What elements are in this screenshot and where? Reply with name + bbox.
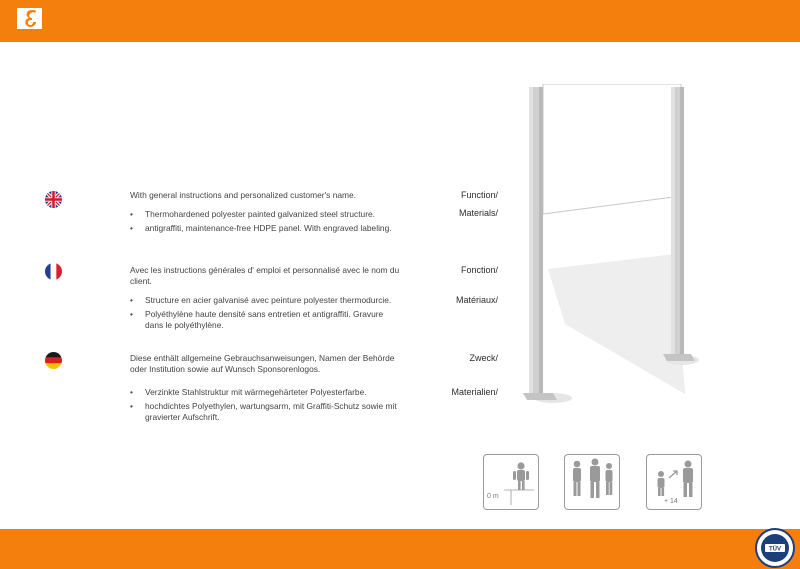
materials-item: • hochdichtes Polyethylen, wartungsarm, mit Graffiti-Schutz sowie mit gravierter Aufschrift. bbox=[130, 401, 402, 423]
family-users-icon bbox=[565, 455, 618, 508]
materials-item: • Structure en acier galvanisé avec peinture polyester thermodurcie. bbox=[130, 295, 402, 306]
top-bar bbox=[0, 0, 800, 42]
materials-list bbox=[130, 209, 402, 236]
users-badge bbox=[564, 454, 620, 510]
bottom-bar bbox=[0, 529, 800, 569]
svg-text:TÜV: TÜV bbox=[769, 546, 781, 553]
materials-item: • antigraffiti, maintenance-free HDPE panel. With engraved labeling. bbox=[130, 223, 402, 234]
function-label: Zweck/ bbox=[469, 353, 498, 363]
function-label: Fonction/ bbox=[460, 265, 498, 275]
materials-label: Matériaux/ bbox=[455, 295, 498, 305]
materials-list bbox=[130, 295, 402, 334]
fall-height-child-icon bbox=[484, 455, 537, 508]
function-label: Function/ bbox=[460, 190, 498, 200]
age-caption: + 14 bbox=[664, 498, 678, 505]
fall-height-caption: 0 m bbox=[487, 493, 499, 500]
materials-item: • Polyéthylène haute densité sans entretien et antigraffiti. Gravure dans le polyéthylène. bbox=[130, 309, 402, 331]
fall-height-badge bbox=[483, 454, 539, 510]
materials-item: • Thermohardened polyester painted galvanized steel structure. bbox=[130, 209, 402, 220]
materials-list bbox=[130, 387, 402, 426]
materials-label: Materialien/ bbox=[451, 387, 498, 397]
age-badge bbox=[646, 454, 702, 510]
tuv-certification-icon bbox=[755, 528, 795, 568]
brand-logo-icon[interactable] bbox=[16, 7, 43, 30]
germany-flag-icon bbox=[45, 352, 62, 369]
france-flag-icon bbox=[45, 263, 62, 280]
materials-label: Materials/ bbox=[458, 208, 498, 218]
uk-flag-icon bbox=[45, 191, 62, 208]
function-text: Avec les instructions générales d' emploi et personnalisé avec le nom du client. bbox=[130, 265, 400, 287]
function-text: Diese enthält allgemeine Gebrauchsanweisungen, Namen der Behörde oder Institution sowie auf Wunsch Sponsorenlogos. bbox=[130, 353, 395, 375]
function-text: With general instructions and personalized customer's name. bbox=[130, 190, 356, 200]
materials-item: • Verzinkte Stahlstruktur mit wärmegehärteter Polyesterfarbe. bbox=[130, 387, 402, 398]
signboard-product-image bbox=[520, 84, 700, 414]
